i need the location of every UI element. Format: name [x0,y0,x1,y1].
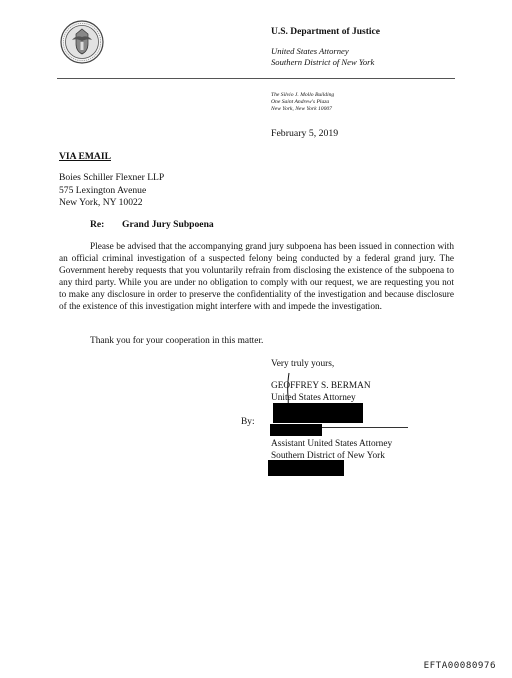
body-paragraph: Please be advised that the accompanying grand jury subpoena has been issued in connection with an official criminal investigation of a suspected felony being conducted by a federal grand jury. The Government hereby requests that you voluntarily refrain from disclosing the existence of the subpoena to any third party. While you are under no obligation to comply with our request, we are requesting you not to make any disclosure in order to preserve the confidentiality of the investigation and because disclosure of the existence of this investigation might interfere with and impede the investigation. [59,242,454,313]
redaction-bar [268,460,344,476]
address-line-3: New York, New York 10007 [271,106,332,112]
letterhead-divider [57,78,455,79]
signer-title: United States Attorney [271,392,356,403]
recipient-street: 575 Lexington Avenue [59,184,147,196]
office-line-2: Southern District of New York [271,57,375,67]
department-name: U.S. Department of Justice [271,27,380,37]
subject-text: Grand Jury Subpoena [122,219,214,230]
closing: Very truly yours, [271,359,335,369]
recipient-city: New York, NY 10022 [59,197,143,208]
assistant-district: Southern District of New York [271,450,385,461]
document-id: EFTA00080976 [423,660,496,671]
letter-date: February 5, 2019 [271,128,339,139]
delivery-method: VIA EMAIL [59,151,111,162]
assistant-title: Assistant United States Attorney [271,439,393,449]
thanks-line: Thank you for your cooperation in this matter. [90,336,264,346]
assistant-block [271,439,392,462]
recipient-name: Boies Schiller Flexner LLP [59,172,165,183]
address-line-2: One Saint Andrew's Plaza [271,99,330,105]
office-line-1: United States Attorney [271,46,349,56]
redaction-bar [273,403,363,423]
by-label: By: [241,417,255,427]
doj-seal-icon [60,20,104,64]
address-line-1: The Silvio J. Mollo Building [271,92,335,98]
subject-label: Re: [90,219,105,230]
recipient-block [59,172,164,210]
redaction-bar [270,424,322,436]
signer-name: GEOFFREY S. BERMAN [271,381,371,391]
